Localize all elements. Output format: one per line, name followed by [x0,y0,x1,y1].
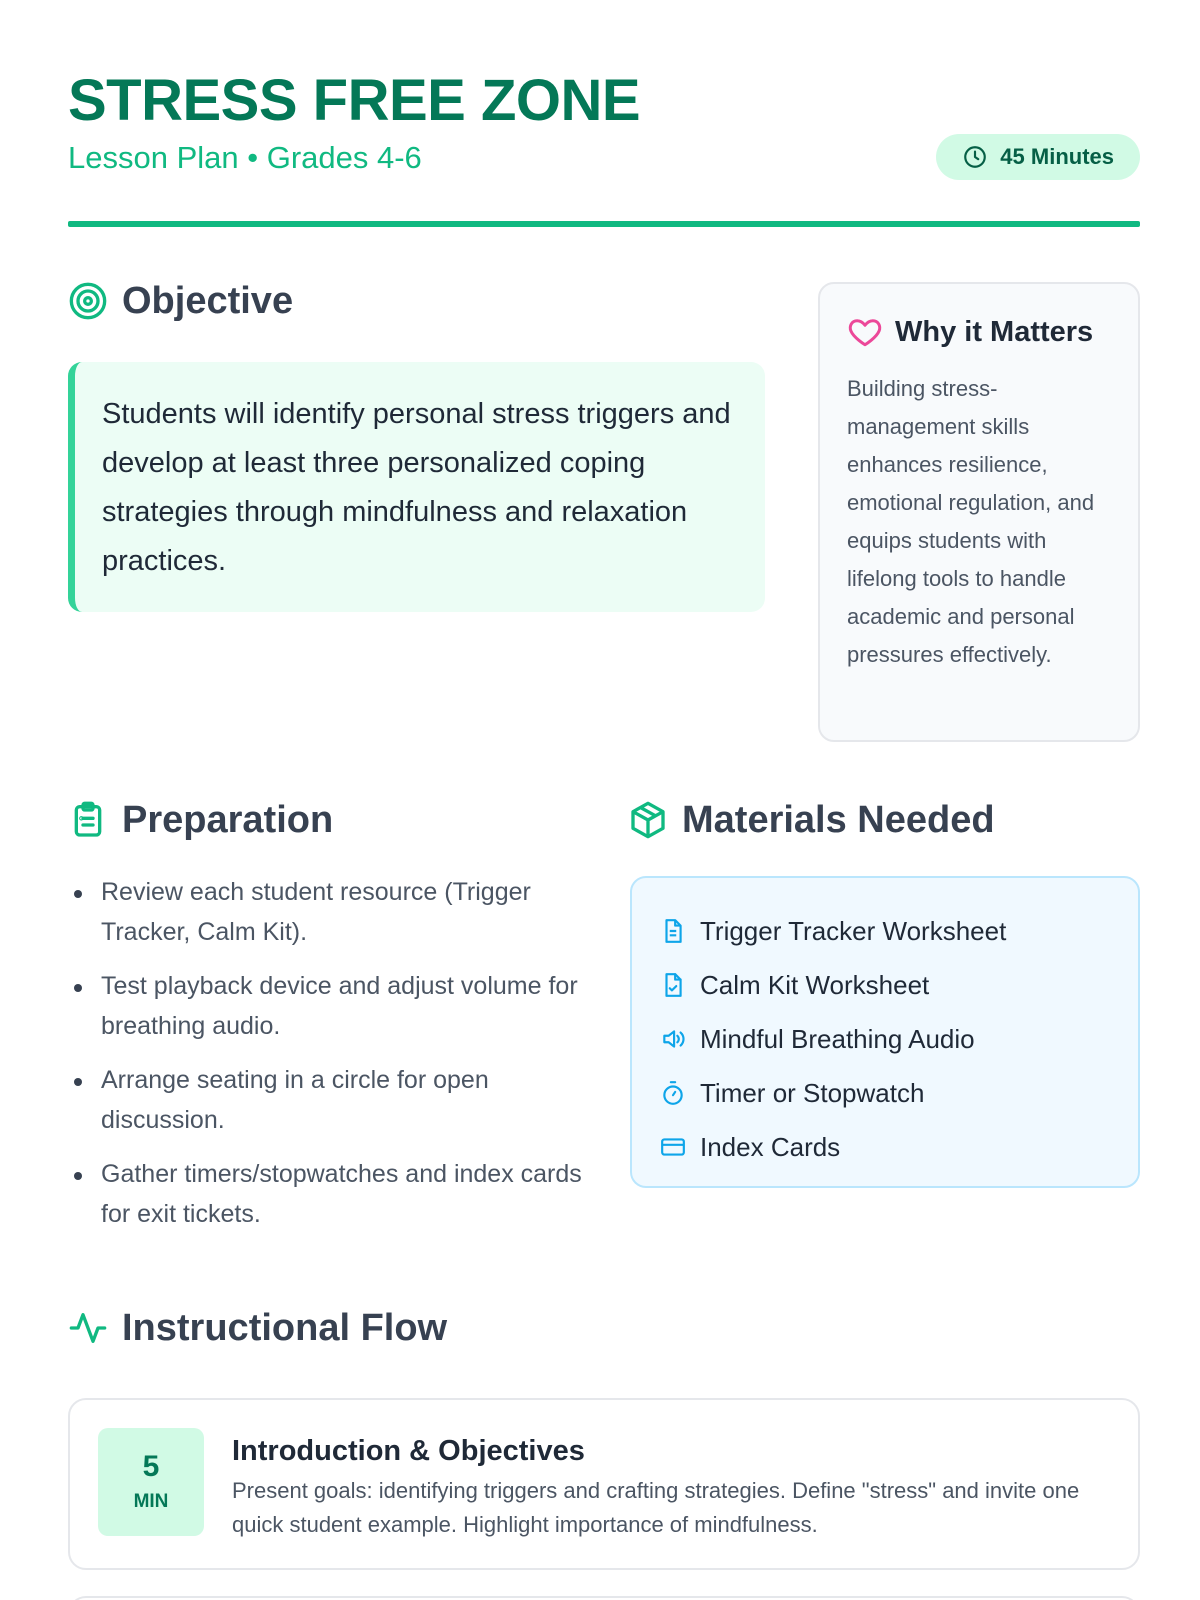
flow-heading [68,1305,447,1351]
target-icon [68,281,108,321]
duration-badge [936,134,1140,180]
list-item [660,1066,1138,1120]
why-heading-label: Why it Matters [895,316,1094,348]
flow-step-card-next [68,1596,1140,1600]
flow-step-title: Introduction & Objectives [232,1435,585,1467]
list-item: Test playback device and adjust volume for breathing audio. [68,966,588,1046]
minutes-value: 5 [142,1450,160,1483]
page-subtitle: Lesson Plan • Grades 4-6 [68,140,422,175]
materials-list [630,876,1140,1188]
header-divider [68,221,1140,227]
preparation-heading-label: Preparation [122,799,334,841]
activity-icon [68,1308,108,1348]
speaker-icon [660,1026,686,1052]
flow-heading-label: Instructional Flow [122,1307,448,1349]
stopwatch-icon [660,1080,686,1106]
minutes-unit: MIN [133,1491,169,1512]
materials-heading-label: Materials Needed [682,799,995,841]
material-label: Mindful Breathing Audio [700,1023,975,1054]
material-label: Timer or Stopwatch [700,1077,925,1108]
material-label: Trigger Tracker Worksheet [700,915,1007,946]
clipboard-icon [68,800,108,840]
preparation-list [68,872,588,1248]
preparation-heading [68,797,333,843]
card-icon [660,1134,686,1160]
list-item [660,1012,1138,1066]
flow-step-card [68,1398,1140,1570]
lesson-plan-page [68,0,1140,1600]
why-text: Building stress-management skills enhances resilience, emotional regulation, and equips students with lifelong tools to handle academic and personal pressures effectively. [847,376,1095,667]
duration-label: 45 Minutes [1000,144,1114,169]
why-heading [847,312,1112,352]
list-item [660,904,1138,958]
objective-text: Students will identify personal stress triggers and develop at least three personalized coping strategies through mindfulness and relaxation practices. [68,362,765,612]
objective-heading-label: Objective [122,280,294,322]
heart-icon [847,314,883,350]
list-item [660,958,1138,1012]
materials-heading [628,797,995,843]
document-check-icon [660,972,686,998]
material-label: Calm Kit Worksheet [700,969,930,1000]
box-icon [628,800,668,840]
list-item: Review each student resource (Trigger Tracker, Calm Kit). [68,872,588,952]
objective-heading [68,278,293,324]
list-item: Gather timers/stopwatches and index cards for exit tickets. [68,1154,588,1234]
material-label: Index Cards [700,1131,841,1162]
list-item: Arrange seating in a circle for open discussion. [68,1060,588,1140]
clock-icon [962,144,988,170]
list-item [660,1120,1138,1174]
minutes-badge [98,1428,204,1536]
document-icon [660,918,686,944]
page-title: STRESS FREE ZONE [68,68,641,133]
flow-step-description: Present goals: identifying triggers and crafting strategies. Define "stress" and invite one quick student example. Highlight importance of mindfulness. [232,1478,1080,1537]
why-it-matters-card [818,282,1140,742]
